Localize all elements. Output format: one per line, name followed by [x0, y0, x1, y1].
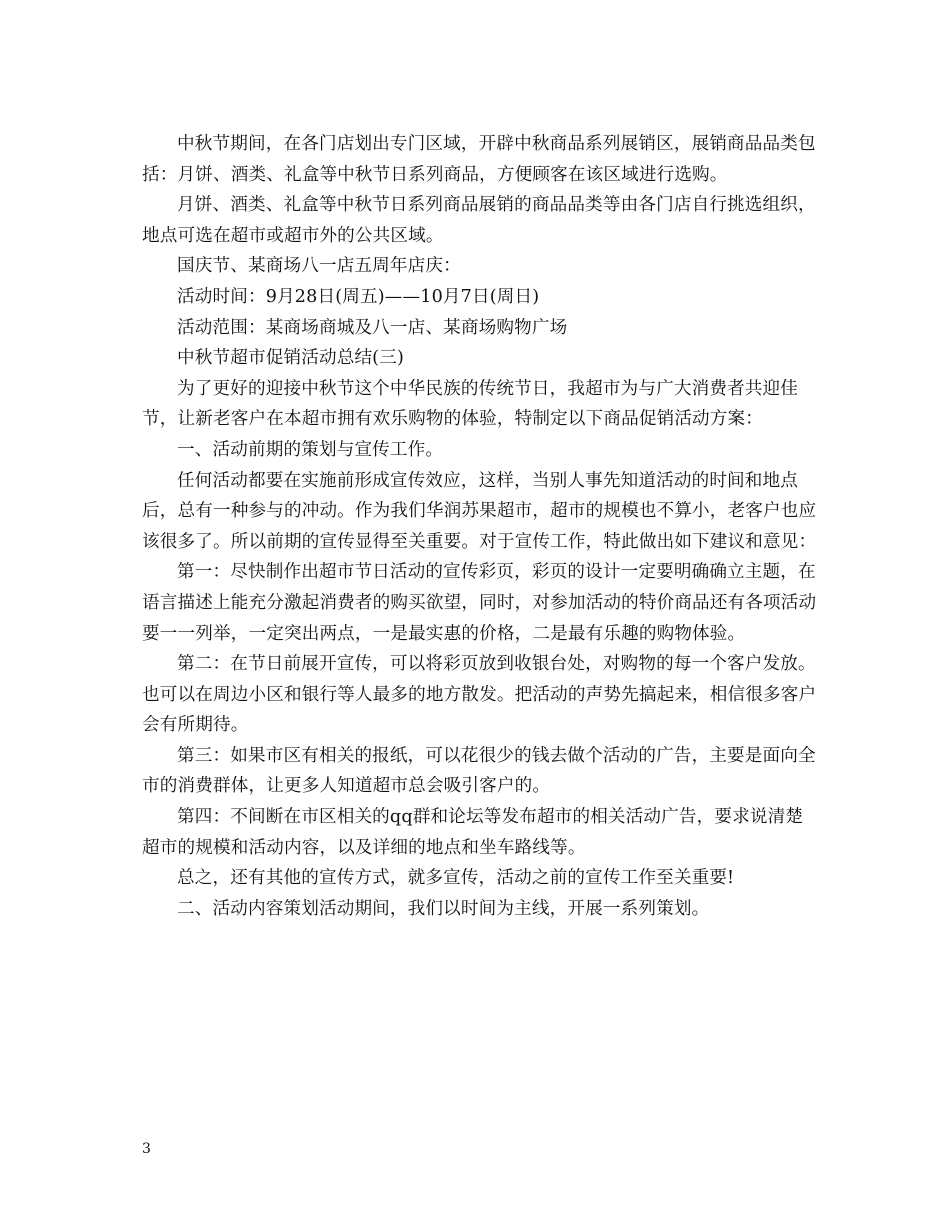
page-number: 3 — [142, 1141, 151, 1157]
paragraph: 一、活动前期的策划与宣传工作。 — [177, 439, 444, 460]
paragraph: 第一：尽快制作出超市节日活动的宣传彩页，彩页的设计一定要明确确立主题，在语言描述上能充分激起消费者的购买欲望，同时，对参加活动的特价商品还有各项活动要一一列举，一定突出两点，一是最实惠的价格，二是最有乐趣的购物体验。 — [142, 562, 817, 644]
paragraph: 第二：在节日前展开宣传，可以将彩页放到收银台处，对购物的每一个客户发放。也可以在周边小区和银行等人最多的地方散发。把活动的声势先搞起来，相信很多客户会有所期待。 — [142, 654, 817, 736]
paragraph: 中秋节期间，在各门店划出专门区域，开辟中秋商品系列展销区，展销商品品类包括：月饼、酒类、礼盒等中秋节日系列商品，方便顾客在该区域进行选购。 — [142, 134, 816, 185]
paragraph: 国庆节、某商场八一店五周年店庆： — [177, 256, 461, 277]
paragraph: 二、活动内容策划活动期间，我们以时间为主线，开展一系列策划。 — [177, 898, 710, 919]
paragraph: 月饼、酒类、礼盒等中秋节日系列商品展销的商品品类等由各门店自行挑选组织，地点可选在超市或超市外的公共区域。 — [142, 195, 816, 246]
paragraph: 活动时间：9月28日(周五)——10月7日(周日) — [177, 286, 540, 307]
paragraph: 第三：如果市区有相关的报纸，可以花很少的钱去做个活动的广告，主要是面向全市的消费群体，让更多人知道超市总会吸引客户的。 — [142, 745, 816, 797]
paragraph: 任何活动都要在实施前形成宣传效应，这样，当别人事先知道活动的时间和地点后，总有一种参与的冲动。作为我们华润苏果超市，超市的规模也不算小，老客户也应该很多了。所以前期的宣传显得至关重要。对于宣传工作，特此做出如下建议和意见： — [142, 470, 817, 552]
paragraph: 第四：不间断在市区相关的qq群和论坛等发布超市的相关活动广告，要求说清楚超市的规模和活动内容，以及详细的地点和坐车路线等。 — [142, 807, 804, 858]
document-body — [142, 129, 818, 924]
section-heading: 中秋节超市促销活动总结(三) — [177, 348, 404, 369]
paragraph: 活动范围：某商场商城及八一店、某商场购物广场 — [177, 317, 568, 338]
paragraph: 为了更好的迎接中秋节这个中华民族的传统节日，我超市为与广大消费者共迎佳节，让新老客户在本超市拥有欢乐购物的体验，特制定以下商品促销活动方案： — [142, 378, 799, 430]
paragraph: 总之，还有其他的宣传方式，就多宣传，活动之前的宣传工作至关重要! — [177, 868, 735, 889]
